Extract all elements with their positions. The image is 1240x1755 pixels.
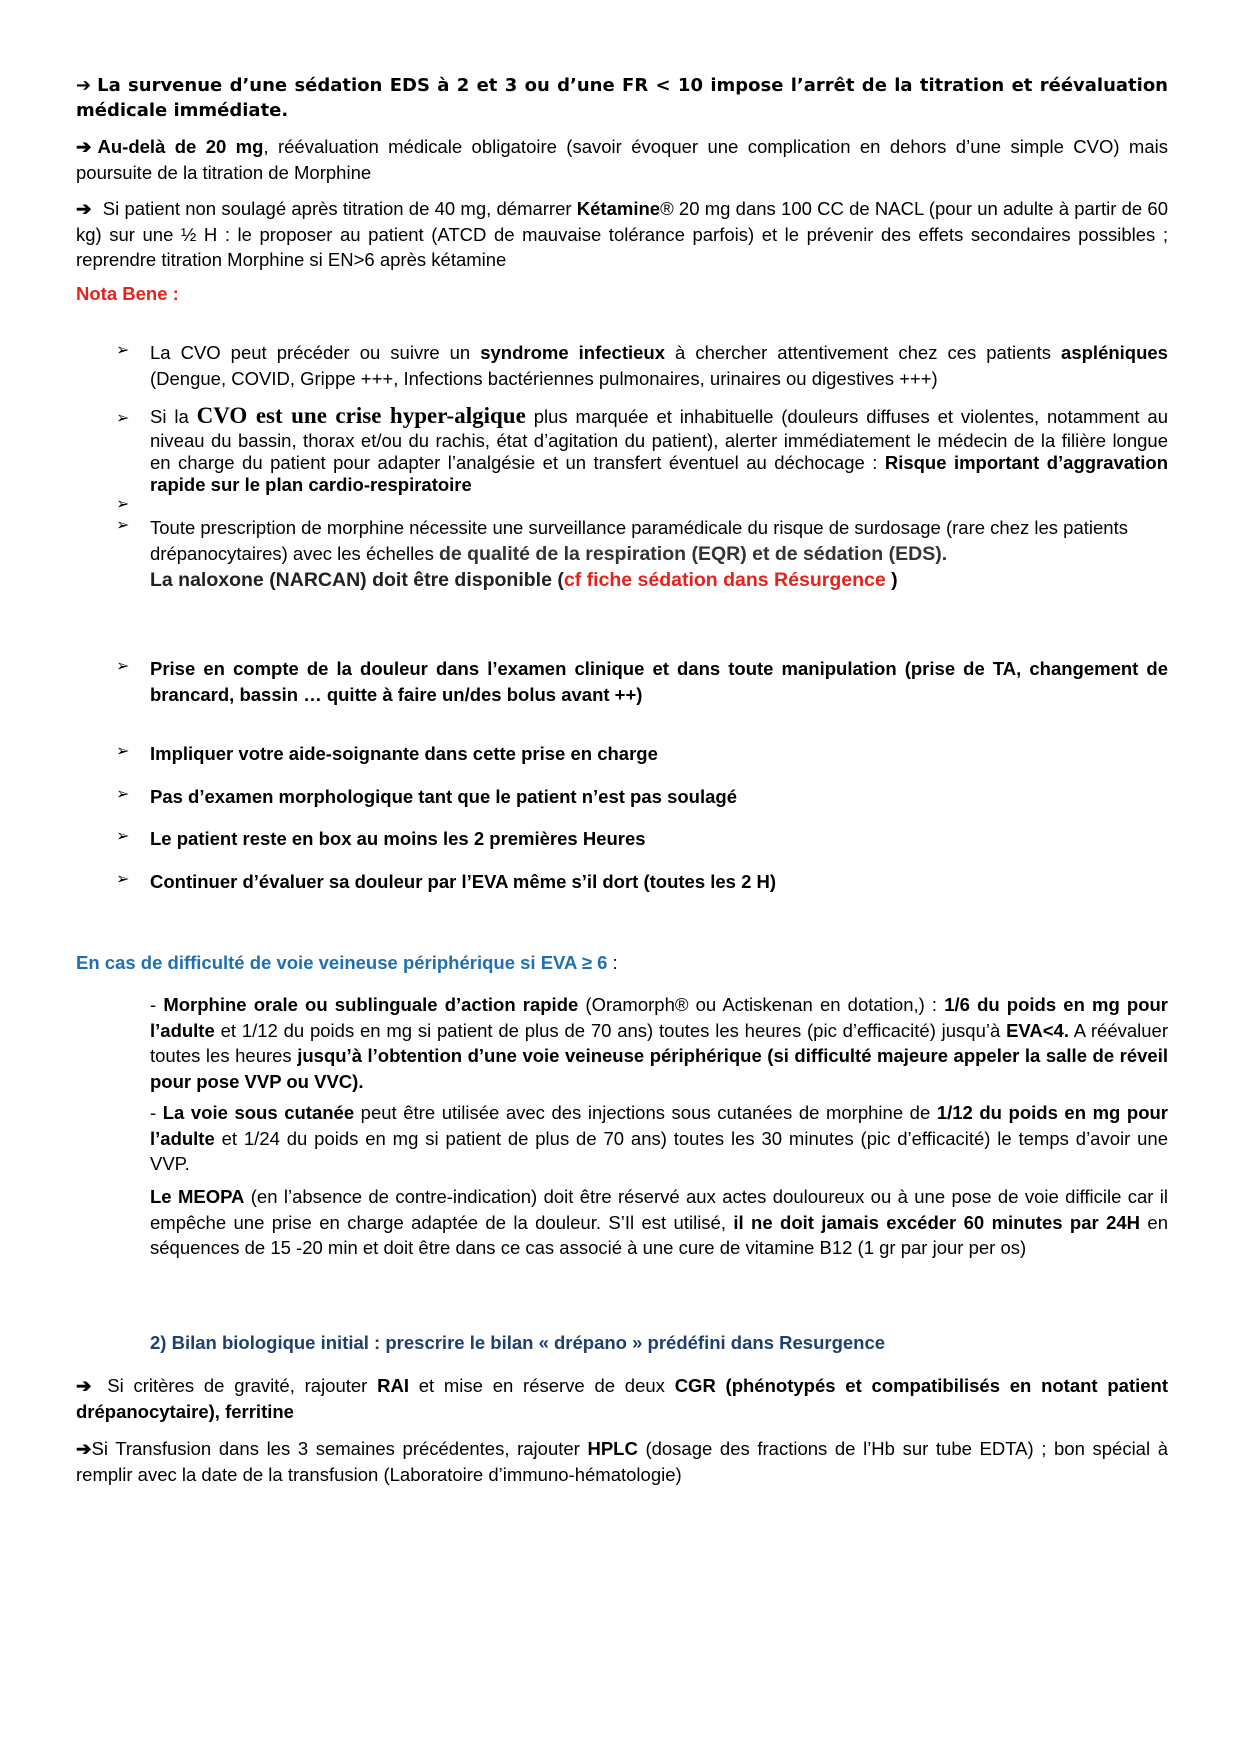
bullet-text: Pas d’examen morphologique tant que le patient n’est pas soulagé <box>150 786 737 807</box>
bullet-arrow-icon: ➢ <box>116 828 130 845</box>
bullet-text: (Dengue, COVID, Grippe +++, Infections bactériennes pulmonaires, urinaires ou digestives +++) <box>150 367 938 389</box>
paragraph-gravity-criteria <box>76 1373 1168 1424</box>
bullet-infection <box>116 340 1168 391</box>
bullet-text: Si la <box>150 406 197 427</box>
bold-text: syndrome infectieux <box>480 342 666 363</box>
paragraph-text: Si patient non soulagé après titration de 40 mg, démarrer <box>97 198 577 219</box>
section-title: En cas de difficulté de voie veineuse périphérique si EVA ≥ 6 <box>76 952 608 973</box>
bullet-morphine-surveillance <box>116 515 1168 594</box>
paragraph-subcutaneous <box>150 1100 1168 1177</box>
bold-text: CGR (phénotypés et compatibilisés en notant patient drépanocytaire), ferritine <box>76 1375 1168 1422</box>
paragraph-text: en séquences de 15 -20 min et doit être dans ce cas associé à une cure de vitamine B12 (1 gr par jour per os) <box>150 1211 1168 1259</box>
arrow-icon: ➔ <box>76 198 92 219</box>
paragraph-meopa <box>150 1184 1168 1261</box>
arrow-icon: ➔ <box>76 136 92 157</box>
bullet-text: Toute prescription de morphine nécessite une surveillance paramédicale du risque de surdosage (rare chez les patients drépanocytaires) avec les échelles <box>150 517 1128 564</box>
bullet-no-imaging <box>116 784 1168 810</box>
bold-text: Morphine orale ou sublinguale d’action rapide <box>163 994 579 1015</box>
bullet-arrow-icon: ➢ <box>116 410 130 427</box>
bullet-caregiver <box>116 741 1168 767</box>
paragraph-text: ® 20 mg dans 100 CC de NACL (pour un adulte à partir de 60 kg) sur une ½ H : le proposer au patient (ATCD de mauvaise tolérance parfois) et le prévenir des effets secondaires possibles ; reprendre titration Morphine si EN>6 après kétamine <box>76 198 1168 271</box>
nota-bene-label: Nota Bene : <box>76 283 179 304</box>
bold-text: RAI <box>377 1375 409 1396</box>
bullet-text: Impliquer votre aide-soignante dans cette prise en charge <box>150 743 658 764</box>
paragraph-text: (en l’absence de contre-indication) doit être réservé aux actes douloureux ou à une pose de voie difficile car il empêche une prise en charge adaptée de la douleur. S’Il est utilisé, <box>150 1186 1168 1233</box>
bullet-arrow-icon: ➢ <box>116 871 130 888</box>
paragraph-text: (dosage des fractions de l’Hb sur tube EDTA) ; bon spécial à remplir avec la date de la transfusion (Laboratoire d’immuno-hématologie) <box>76 1438 1168 1485</box>
paragraph-sedation-stop <box>76 74 1168 124</box>
bullet-arrow-icon: ➢ <box>116 517 130 534</box>
bullet-pain-exam <box>116 656 1168 707</box>
bullet-box-2h <box>116 826 1168 852</box>
nota-bene-heading <box>76 281 1168 307</box>
paragraph-beyond-20mg <box>76 134 1168 185</box>
bold-text: La naloxone (NARCAN) doit être disponible ( <box>150 569 564 592</box>
bold-text: ) <box>885 569 898 592</box>
bilan-heading <box>150 1330 1168 1356</box>
paragraph-text: (Oramorph® ou Actiskenan en dotation,) : <box>578 994 945 1015</box>
paragraph-text: , réévaluation médicale obligatoire (savoir évoquer une complication en dehors d’une simple CVO) mais poursuite de la titration de Morphine <box>76 136 1168 183</box>
bold-text: La voie sous cutanée <box>162 1102 355 1123</box>
voie-veineuse-heading <box>76 950 1168 976</box>
paragraph-text: La survenue d’une sédation EDS à 2 et 3 ou d’une FR < 10 impose l’arrêt de la titration et réévaluation médicale immédiate. <box>76 75 1168 121</box>
bold-text: Kétamine <box>576 198 661 219</box>
bullet-text: plus marquée et inhabituelle (douleurs diffuses et violentes, notamment au niveau du bassin, thorax et/ou du rachis, état d’agitation du patient), alerter immédiatement le médecin de la filière longue en charge du patient pour adapter l’analgésie et un transfert éventuel au déchocage : <box>150 406 1169 473</box>
bold-text: 1/6 du poids en mg pour l’adulte <box>150 994 1168 1041</box>
paragraph-text: et mise en réserve de deux <box>408 1375 675 1396</box>
bullet-text: Prise en compte de la douleur dans l’examen clinique et dans toute manipulation (prise de TA, changement de brancard, bassin … quitte à faire un/des bolus avant ++) <box>150 658 1168 705</box>
paragraph-text: et 1/12 du poids en mg si patient de plus de 70 ans) toutes les heures (pic d’efficacité) jusqu’à <box>214 1019 1007 1041</box>
bold-text: il ne doit jamais excéder 60 minutes par 24H <box>733 1211 1141 1233</box>
paragraph-oral-morphine <box>150 992 1168 1094</box>
paragraph-text: A réévaluer toutes les heures <box>150 1019 1169 1067</box>
bold-text: de qualité de la respiration (EQR) et de sédation (EDS). <box>438 542 948 565</box>
bullet-arrow-icon: ➢ <box>116 496 130 513</box>
bullet-arrow-icon: ➢ <box>116 786 130 803</box>
paragraph-text: peut être utilisée avec des injections sous cutanées de morphine de <box>354 1102 937 1123</box>
bold-serif-text: CVO est une crise hyper-algique <box>196 403 526 428</box>
bold-text: Au-delà de 20 mg <box>97 136 264 157</box>
paragraph-text: et 1/24 du poids en mg si patient de plus de 70 ans) toutes les 30 minutes (pic d’efficacité) le temps d’avoir une VVP. <box>150 1127 1168 1175</box>
bullet-arrow-icon: ➢ <box>116 342 130 359</box>
bullet-hyperalgic <box>116 402 1168 496</box>
colon: : <box>607 952 618 973</box>
paragraph-ketamine <box>76 196 1168 273</box>
bullet-text: à chercher attentivement chez ces patients <box>665 342 1062 363</box>
bullet-text: Continuer d’évaluer sa douleur par l’EVA même s’il dort (toutes les 2 H) <box>150 871 777 892</box>
paragraph-transfusion <box>76 1436 1168 1487</box>
bold-text: jusqu’à l’obtention d’une voie veineuse périphérique (si difficulté majeure appeler la salle de réveil pour pose VVP ou VVC). <box>150 1045 1168 1092</box>
bold-text: 1/12 du poids en mg pour l’adulte <box>150 1102 1168 1149</box>
dash: - <box>150 1102 163 1123</box>
bold-text: Le MEOPA <box>150 1186 245 1207</box>
bold-text: EVA<4. <box>1006 1019 1069 1041</box>
bold-text: Risque important d’aggravation rapide sur le plan cardio-respiratoire <box>150 451 1169 495</box>
bold-text: aspléniques <box>1061 342 1168 363</box>
red-link-text: cf fiche sédation dans Résurgence <box>563 569 886 592</box>
arrow-icon: ➔ <box>76 1438 92 1459</box>
bullet-arrow-icon: ➢ <box>116 743 130 760</box>
bullet-text: La CVO peut précéder ou suivre un <box>150 342 481 363</box>
section-title: 2) Bilan biologique initial : prescrire le bilan « drépano » prédéfini dans Resurgence <box>150 1332 886 1353</box>
bullet-text: Le patient reste en box au moins les 2 premières Heures <box>150 828 646 849</box>
bullet-eva <box>116 869 1168 895</box>
arrow-icon: ➔ <box>76 1375 92 1396</box>
paragraph-text: Si Transfusion dans les 3 semaines précédentes, rajouter <box>91 1438 588 1459</box>
bullet-arrow-icon: ➢ <box>116 658 130 675</box>
paragraph-text: Si critères de gravité, rajouter <box>97 1375 378 1396</box>
bold-text: HPLC <box>587 1438 638 1459</box>
dash: - <box>150 994 164 1015</box>
arrow-icon: ➔ <box>76 75 92 96</box>
